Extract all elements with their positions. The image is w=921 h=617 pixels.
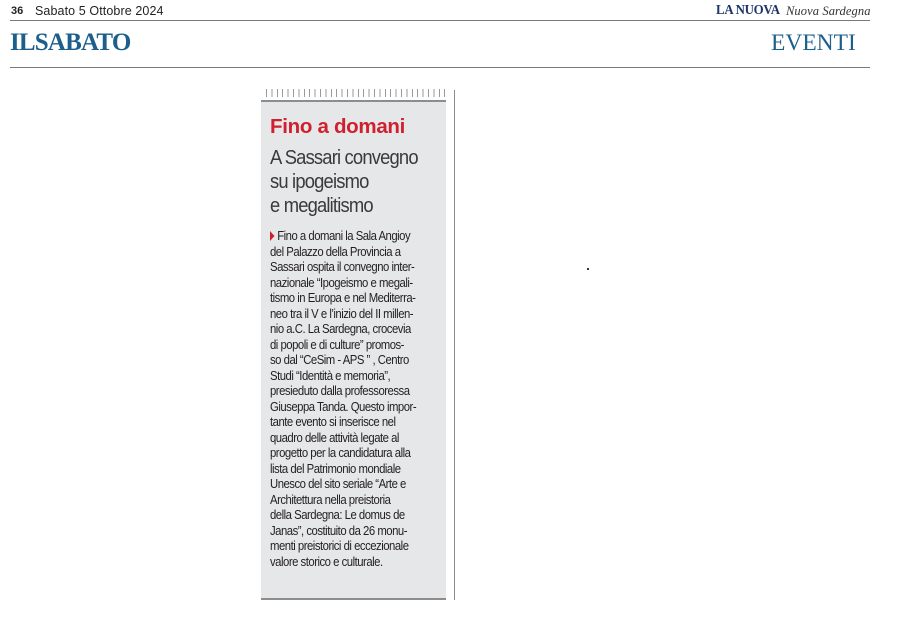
headline-line: e megalitismo bbox=[270, 195, 373, 217]
body-line: nazionale “Ipogeismo e megali- bbox=[270, 275, 413, 290]
body-line: Sassari ospita il convegno inter- bbox=[270, 260, 415, 274]
body-line: del Palazzo della Provincia a bbox=[270, 244, 401, 259]
body-line: Janas”, costituito da 26 monu- bbox=[270, 523, 407, 538]
body-line: neo tra il V e l’inizio del II millen- bbox=[270, 306, 414, 321]
body-line bbox=[270, 229, 428, 245]
body-line: di popoli e di culture” promos- bbox=[270, 337, 404, 352]
article-body bbox=[270, 229, 428, 570]
newspaper-logo: LA NUOVA bbox=[716, 3, 780, 18]
section-title: ILSABATO bbox=[10, 29, 131, 56]
article-headline bbox=[270, 146, 431, 218]
section-category: EVENTI bbox=[771, 30, 856, 56]
body-line: menti preistorici di eccezionale bbox=[270, 539, 409, 553]
triangle-bullet-icon bbox=[270, 231, 275, 241]
body-line: lista del Patrimonio mondiale bbox=[270, 461, 401, 476]
body-line: valore storico e culturale. bbox=[270, 554, 383, 569]
body-line: nio a.C. La Sardegna, crocevia bbox=[270, 322, 411, 336]
box-bottom-rule bbox=[261, 598, 446, 600]
body-line: della Sardegna: Le domus de bbox=[270, 508, 405, 522]
body-line: quadro delle attività legate al bbox=[270, 430, 399, 445]
box-top-dashes bbox=[266, 89, 446, 97]
body-line: so dal “CeSim - APS ” , Centro bbox=[270, 353, 409, 367]
newspaper-logo-script: Nuova Sardegna bbox=[786, 4, 871, 18]
section-rule bbox=[10, 67, 870, 68]
body-line: presieduto dalla professoressa bbox=[270, 384, 410, 398]
body-line: Giuseppa Tanda. Questo impor- bbox=[270, 399, 417, 414]
headline-line: su ipogeismo bbox=[270, 171, 369, 193]
header-rule bbox=[10, 20, 870, 21]
body-line: Unesco del sito seriale “Arte e bbox=[270, 477, 406, 491]
body-line: progetto per la candidatura alla bbox=[270, 446, 411, 460]
page-number: 36 bbox=[11, 5, 24, 17]
headline-line: A Sassari convegno bbox=[270, 147, 418, 169]
body-line: tismo in Europa e nel Mediterra- bbox=[270, 291, 416, 305]
stray-dot bbox=[587, 268, 589, 270]
body-line: Studi “Identità e memoria”, bbox=[270, 368, 391, 383]
column-divider bbox=[454, 90, 455, 600]
article-kicker: Fino a domani bbox=[270, 115, 406, 138]
body-line: tante evento si inserisce nel bbox=[270, 415, 396, 429]
body-line-text: Fino a domani la Sala Angioy bbox=[277, 229, 411, 243]
body-line: Architettura nella preistoria bbox=[270, 492, 391, 507]
issue-date: Sabato 5 Ottobre 2024 bbox=[35, 4, 164, 18]
